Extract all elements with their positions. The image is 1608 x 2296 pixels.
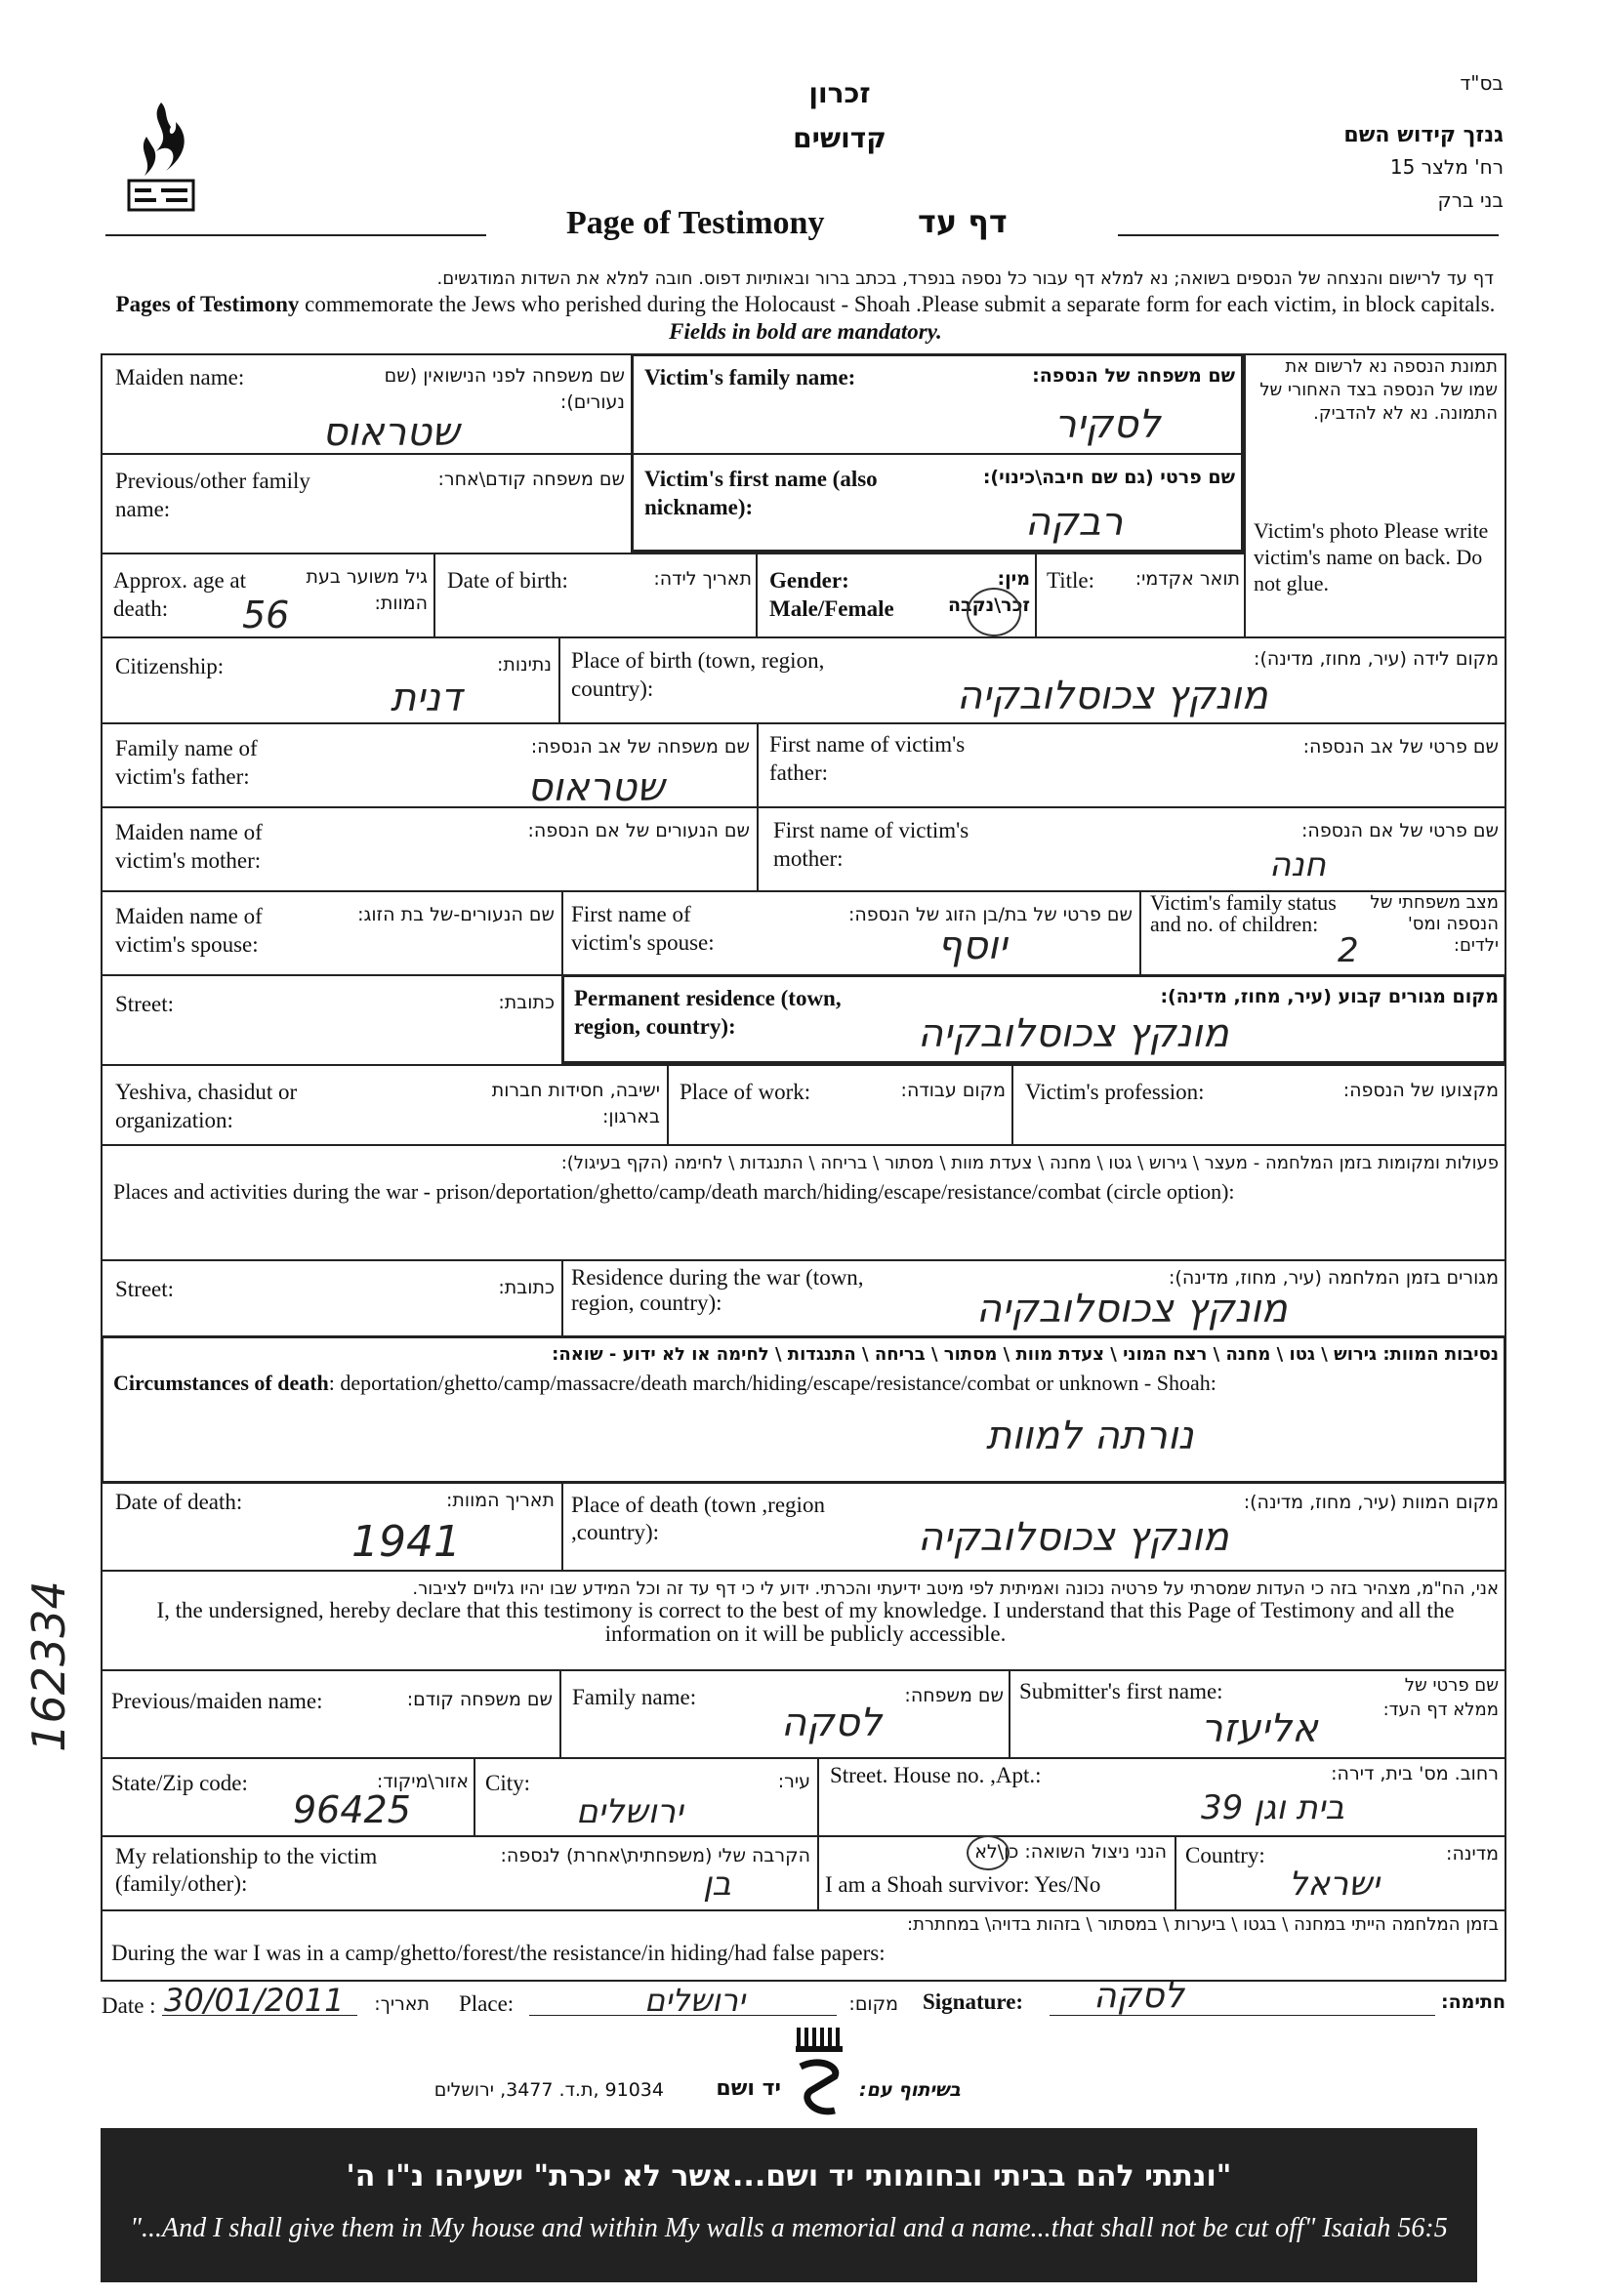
title-label: Title:	[1047, 568, 1095, 593]
signature-value: לסקה	[1093, 1976, 1184, 2016]
quote-banner	[101, 2128, 1477, 2282]
rule-r13	[101, 1570, 1506, 1572]
city-label-he: עיר:	[777, 1771, 810, 1792]
mother-first-value: חנה	[1269, 845, 1327, 884]
place-birth-label-he: מקום לידה (עיר, מחוז, מדינה):	[1254, 648, 1499, 670]
zikaron-line-1: זכרון	[808, 77, 871, 109]
banner-quote-en: "...And I shall give them in My house and within My walls a memorial and a name...that shall not be cut off" Isaiah 56:5	[130, 2213, 1448, 2243]
spouse-first-label-he: שם פרטי של בת/בן הזוג של הנספה:	[847, 904, 1133, 925]
intro-he: דף עד לרישום והנצחה של הנספים בשואה; נא למלא דף עבור כל נספה בנפרד, בכתב ברור ובאותיות דפוס. חובה למלא את השדות המודגשים.	[436, 268, 1494, 289]
place-value: ירושלים	[644, 1982, 746, 2019]
zip-label-he: אזור\מיקוד:	[376, 1771, 469, 1792]
relation-label: My relationship to the victim (family/other):	[115, 1844, 378, 1896]
submitter-first-label: Submitter's first name:	[1019, 1679, 1223, 1703]
father-family-label-he: שם משפחה של אב הנספה:	[530, 736, 750, 758]
header-rule-right	[1118, 234, 1499, 236]
div-r15-a	[559, 1669, 561, 1757]
previous-family-label: Previous/other family name:	[115, 469, 310, 521]
org-city: בני ברק	[1437, 188, 1504, 212]
victim-family-label: Victim's family name:	[644, 365, 856, 390]
div-r5	[757, 722, 759, 890]
father-family-label: Family name of victim's father:	[115, 736, 258, 789]
submitter-street-label: Street. House no. ,Apt.:	[830, 1763, 1042, 1787]
photo-instructions-he: תמונת הנספה נא לרשום את שמו של הנספה בצד האחורי של התמונה. נא לא להדביק.	[1259, 356, 1498, 424]
war-places-en: Places and activities during the war - prison/deportation/ghetto/camp/death march/hiding/escape/resistance/combat (circle option):	[113, 1179, 1235, 1204]
citizenship-label-he: נתינות:	[496, 654, 552, 676]
yeshiva-label: Yeshiva, chasidut or organization:	[115, 1080, 298, 1132]
submitter-first-value: אליעזר	[1201, 1706, 1318, 1751]
yad-vashem-logo	[791, 2023, 849, 2120]
death-circ-en-bold: Circumstances of death	[113, 1371, 329, 1395]
place-label-he: מקום:	[848, 1993, 898, 2015]
during-war-he: בזמן המלחמה הייתי במחנה \ בגטו \ ביערות \ במסתור \ בזהות בדויה\ במחתרת:	[907, 1914, 1499, 1935]
submitter-family-label: Family name:	[572, 1685, 697, 1709]
submitter-family-value: לסקה	[781, 1701, 883, 1745]
date-value: 30/01/2011	[164, 1982, 345, 2019]
zip-value: 96425	[293, 1788, 411, 1831]
submitter-street-label-he: רחוב. מס' בית, דירה:	[1331, 1763, 1499, 1784]
survivor-label-he: הנני ניצול השואה: כן\לא	[974, 1841, 1167, 1863]
street-label: Street:	[115, 992, 175, 1016]
photo-instructions-en: Victim's photo Please write victim's name on back. Do not glue.	[1254, 518, 1489, 595]
signature-label-he: חתימה:	[1440, 1991, 1505, 2013]
rule-r8	[101, 1064, 1506, 1066]
rule-r4	[101, 722, 1506, 724]
death-date-label: Date of death:	[115, 1490, 243, 1514]
rule-r3	[101, 636, 1506, 638]
div-r17-a	[817, 1835, 819, 1909]
title-label-he: תואר אקדמי:	[1134, 568, 1240, 590]
victim-family-value: לסקיר	[1054, 402, 1161, 447]
date-label-he: תאריך:	[374, 1993, 430, 2015]
rule-r14	[101, 1669, 1506, 1671]
family-status-label-he: מצב משפחתי של הנספה ומס' ילדים:	[1370, 892, 1499, 956]
mother-first-label-he: שם פרטי של אם הנספה:	[1301, 820, 1499, 841]
div-r15-b	[1009, 1669, 1010, 1757]
intro-en-bold: Pages of Testimony	[115, 292, 300, 316]
family-status-label: Victim's family status and no. of children:	[1150, 890, 1337, 936]
div-r7-b	[1139, 890, 1141, 974]
maiden-name-label-he: שם משפחה לפני הנישואין (שם נעורים):	[384, 365, 625, 413]
org-street: רח' מלצר 15	[1389, 155, 1504, 179]
org-logo	[117, 98, 205, 225]
survivor-label-en: I am a Shoah survivor: Yes/No	[825, 1872, 1101, 1897]
father-first-label-he: שם פרטי של אב הנספה:	[1302, 736, 1499, 758]
place-label: Place:	[459, 1991, 515, 2016]
rule-r5	[101, 806, 1506, 808]
victim-family-label-he: שם משפחה של הנספה:	[1032, 365, 1235, 387]
father-first-label: First name of victim's father:	[769, 732, 966, 785]
maiden-name-value: שטראוס	[322, 410, 460, 455]
declaration-en: I, the undersigned, hereby declare that this testimony is correct to the best of my knowledge. I understand that this Page of Testimony and all the information on it will be publicly accessible.	[156, 1598, 1455, 1646]
div-r4	[558, 636, 560, 722]
profession-label-he: מקצועו של הנספה:	[1342, 1080, 1499, 1101]
father-family-value: שטראוס	[527, 765, 665, 810]
rule-r16	[101, 1835, 1506, 1837]
date-label: Date :	[102, 1993, 156, 2018]
work-place-label-he: מקום עבודה:	[900, 1080, 1006, 1101]
submitter-prev-label: Previous/maiden name:	[111, 1689, 323, 1713]
relation-label-he: הקרבה שלי (משפחתית\אחרת) לנספה:	[500, 1845, 810, 1866]
gender-circle	[967, 588, 1021, 636]
div-r3-b	[756, 553, 758, 636]
div-r13	[561, 1484, 563, 1570]
place-birth-value: מונקץ צכוסלובקיה	[957, 674, 1268, 718]
war-places-he: פעולות ומקומות בזמן המלחמה - מעצר \ גירוש \ גטו \ מחנה \ צעדת מוות \ מסתור \ בריחה \ התנגדות \ לחימה (הקף בעיגול):	[560, 1153, 1499, 1173]
gender-label-he: מין: זכר\נקבה	[948, 568, 1030, 616]
maiden-name-label: Maiden name:	[115, 365, 245, 390]
submitter-street-value: בית וגן 39	[1201, 1788, 1345, 1827]
death-place-label-he: מקום המוות (עיר, מחוז, מדינה):	[1243, 1492, 1499, 1513]
spouse-first-label: First name of victim's spouse:	[571, 902, 715, 955]
div-r9-b	[1011, 1064, 1013, 1144]
div-r11	[561, 1259, 563, 1335]
country-label: Country:	[1185, 1843, 1265, 1867]
yad-vashem-name: יד ושם	[716, 2076, 781, 2101]
mother-maiden-label-he: שם הנעורים של אם הנספה:	[527, 820, 750, 841]
permanent-res-value: מונקץ צכוסלובקיה	[918, 1011, 1229, 1056]
victim-first-label: Victim's first name (also nickname):	[644, 467, 878, 519]
partner-label-he: בשיתוף עם:	[859, 2079, 961, 2101]
signature-label: Signature:	[923, 1989, 1024, 2014]
div-photo	[1244, 353, 1246, 636]
street-label-he: כתובת:	[498, 992, 555, 1013]
div-r9-a	[667, 1064, 669, 1144]
intro-en-mandatory: Fields in bold are mandatory.	[669, 319, 942, 344]
death-place-value: מונקץ צכוסלובקיה	[918, 1515, 1229, 1560]
spouse-maiden-label: Maiden name of victim's spouse:	[115, 904, 263, 957]
war-res-value: מונקץ צכוסלובקיה	[976, 1287, 1288, 1332]
mother-maiden-label: Maiden name of victim's mother:	[115, 820, 263, 873]
death-circ-en	[113, 1369, 1500, 1397]
page-title-he: דף עד	[918, 203, 1008, 240]
death-circ-he: נסיבות המוות: גירוש \ גטו \ מחנה \ רצח המוני \ צעדת מוות \ מסתור \ בריחה \ התנגדות \ לחימה או לא ידוע - שואה:	[552, 1344, 1499, 1365]
div-r3-a	[433, 553, 435, 636]
age-label: Approx. age at death:	[113, 568, 247, 621]
page-title-en: Page of Testimony	[566, 205, 825, 241]
country-label-he: מדינה:	[1446, 1843, 1499, 1865]
rule-r2	[101, 553, 1244, 554]
rule-r9	[101, 1144, 1506, 1146]
war-street-label: Street:	[115, 1277, 175, 1301]
div-r16-a	[474, 1757, 475, 1835]
citizenship-label: Citizenship:	[115, 654, 225, 678]
submitter-prev-label-he: שם משפחה קודם:	[406, 1689, 553, 1710]
death-circ-en-text: : deportation/ghetto/camp/massacre/death march/hiding/escape/resistance/combat or unknown - Shoah:	[328, 1371, 1216, 1395]
besd-mark: בס"ד	[1460, 71, 1504, 95]
zikaron-line-2: קדושים	[793, 122, 886, 154]
age-value: 56	[242, 594, 290, 636]
permanent-res-label-he: מקום מגורים קבוע (עיר, מחוז, מדינה):	[1160, 986, 1499, 1007]
rule-r1	[101, 453, 1244, 455]
declaration-he: אני, הח"מ, מצהיר בזה כי העדות שמסרתי על פרטיה נכונה ואמיתית לפי מיטב ידיעתי והכרתי. ידוע לי כי דף עד זה וכל המידע שבו יהיו גלויים לציבור.	[412, 1578, 1499, 1599]
work-place-label: Place of work:	[680, 1080, 811, 1104]
during-war-en: During the war I was in a camp/ghetto/forest/the resistance/in hiding/had false papers:	[111, 1941, 886, 1965]
previous-family-label-he: שם משפחה קודם\אחר:	[437, 469, 625, 490]
gender-label: Gender: Male/Female	[769, 568, 894, 621]
spouse-maiden-label-he: שם הנעורים-של בת הזוג:	[357, 904, 555, 925]
dob-label: Date of birth:	[447, 568, 568, 593]
war-res-label: Residence during the war (town, region, country):	[571, 1265, 864, 1315]
org-name: גנזך קידוש השם	[1343, 123, 1504, 147]
submitter-first-label-he: שם פרטי של ממלא דף העד:	[1382, 1675, 1499, 1720]
banner-quote-he: "ונתתי להם בביתי ובחומותי יד ושם...אשר לא יכרת" ישעיהו נ"ו ה'	[346, 2159, 1232, 2194]
death-date-value: 1941	[351, 1517, 461, 1567]
mother-first-label: First name of victim's mother:	[773, 818, 969, 871]
victim-first-label-he: שם פרטי (גם שם חיבה\כינוי):	[982, 467, 1235, 488]
spouse-first-value: יוסף	[937, 923, 1008, 968]
city-value: ירושלים	[576, 1792, 683, 1831]
zip-label: State/Zip code:	[111, 1771, 248, 1795]
date-underline	[162, 2015, 357, 2016]
profession-label: Victim's profession:	[1025, 1080, 1205, 1104]
country-value: ישראל	[1289, 1865, 1380, 1904]
div-r7-a	[561, 890, 563, 974]
dob-label-he: תאריך לידה:	[653, 568, 752, 590]
death-place-label: Place of death (town ,region ,country):	[571, 1493, 825, 1544]
war-street-label-he: כתובת:	[498, 1277, 555, 1298]
rule-r15	[101, 1757, 1506, 1759]
family-status-value: 2	[1338, 931, 1359, 970]
death-circ-value: נורתה למוות	[986, 1414, 1194, 1458]
yad-vashem-address: 91034 ,ת.ד. 3477, ירושלים	[433, 2079, 664, 2101]
div-r3-c	[1035, 553, 1037, 636]
death-date-label-he: תאריך המוות:	[446, 1490, 555, 1511]
intro-en-text: commemorate the Jews who perished during the Holocaust - Shoah .Please submit a separate form for each victim, in block capitals.	[299, 292, 1496, 316]
relation-value: בן	[703, 1865, 731, 1904]
submitter-family-label-he: שם משפחה:	[904, 1685, 1004, 1706]
age-label-he: גיל משוער בעת המוות:	[306, 566, 428, 614]
permanent-res-label: Permanent residence (town, region, country):	[574, 986, 842, 1039]
war-res-label-he: מגורים בזמן המלחמה (עיר, מחוז, מדינה):	[1169, 1267, 1499, 1289]
side-number: 162334	[22, 1580, 75, 1752]
div-r16-b	[817, 1757, 819, 1835]
survivor-circle	[967, 1835, 1010, 1870]
citizenship-value: דנית	[391, 676, 463, 720]
header-rule-left	[105, 234, 486, 236]
rule-r10	[101, 1259, 1506, 1261]
intro-en	[107, 291, 1504, 346]
place-birth-label: Place of birth (town, region, country):	[571, 648, 825, 701]
city-label: City:	[485, 1771, 531, 1795]
yeshiva-label-he: ישיבה, חסידות חברות בארגון:	[491, 1080, 660, 1128]
victim-first-value: רבקה	[1025, 500, 1124, 545]
